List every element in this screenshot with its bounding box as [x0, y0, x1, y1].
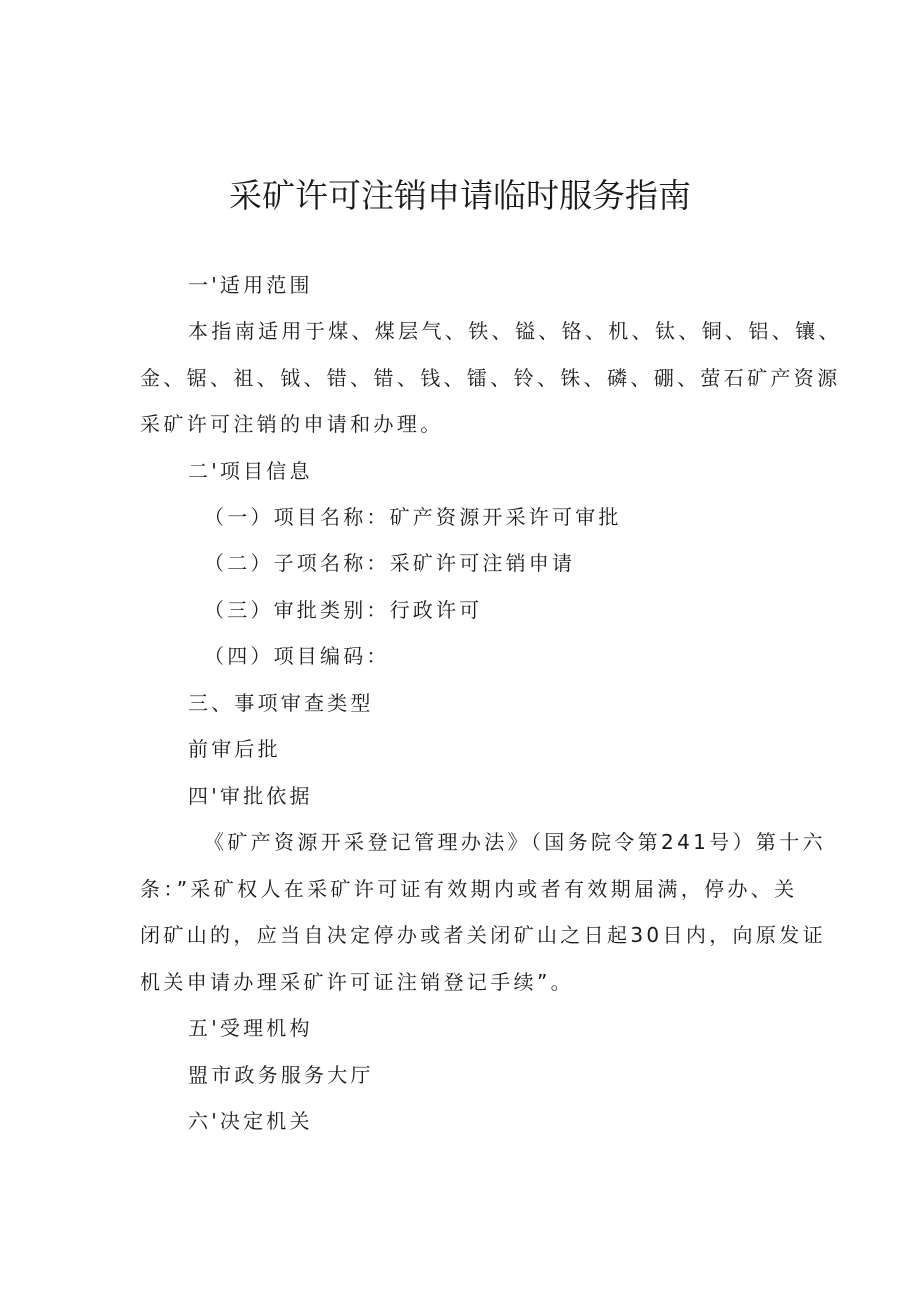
section-4-body-line-2: 条：”采矿权人在采矿许可证有效期内或者有效期届满，停办、关	[140, 877, 798, 901]
section-3-body: 前审后批	[188, 737, 281, 761]
section-2-item-2: （二）子项名称：采矿许可注销申请	[204, 551, 576, 575]
section-5-heading: 五'受理机构	[188, 1016, 313, 1040]
section-2-item-4: （四）项目编码：	[204, 644, 390, 668]
section-4-heading: 四'审批依据	[188, 784, 313, 808]
section-1-body-line-3: 采矿许可注销的申请和办理。	[140, 412, 444, 436]
section-6-heading: 六'决定机关	[188, 1109, 313, 1133]
section-1-heading: 一'适用范围	[188, 273, 313, 297]
section-2-item-3: （三）审批类别：行政许可	[204, 598, 483, 622]
section-5-body: 盟市政务服务大厅	[188, 1063, 374, 1087]
section-4-body-line-4: 机关申请办理采矿许可证注销登记手续”。	[140, 970, 575, 994]
section-1-body-line-2: 金、锯、祖、钺、错、错、钱、镭、铃、铢、磷、硼、萤石矿产资源	[140, 366, 841, 390]
section-4-body-line-3: 闭矿山的，应当自决定停办或者关闭矿山之日起30日内，向原发证	[140, 923, 826, 947]
section-3-heading: 三、事项审查类型	[188, 691, 374, 715]
section-2-item-1: （一）项目名称：矿产资源开采许可审批	[204, 505, 622, 529]
document-title: 采矿许可注销申请临时服务指南	[229, 176, 691, 215]
section-4-body-line-1: 《矿产资源开采登记管理办法》（国务院令第241号）第十六	[204, 830, 826, 854]
section-2-heading: 二'项目信息	[188, 459, 313, 483]
section-1-body-line-1: 本指南适用于煤、煤层气、铁、镒、铬、机、钛、铜、铝、镶、	[188, 319, 842, 343]
